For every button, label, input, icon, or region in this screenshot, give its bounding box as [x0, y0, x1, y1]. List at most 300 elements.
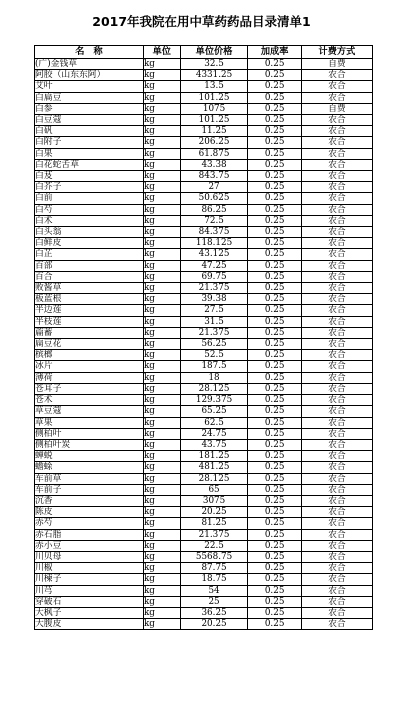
cell-name: 白花蛇舌草	[35, 159, 144, 170]
cell-unit-price: 87.75	[180, 563, 248, 574]
cell-markup-rate: 0.25	[248, 462, 301, 473]
cell-unit-price: 43.75	[180, 439, 248, 450]
cell-unit-price: 21.375	[180, 283, 248, 294]
table-row	[35, 619, 373, 630]
cell-name: 槟榔	[35, 350, 144, 361]
cell-billing-method: 农合	[301, 596, 372, 607]
cell-name: 川椒	[35, 563, 144, 574]
cell-billing-method: 农合	[301, 294, 372, 305]
table-row	[35, 417, 373, 428]
cell-unit-price: 81.25	[180, 518, 248, 529]
cell-billing-method: 农合	[301, 81, 372, 92]
cell-billing-method: 农合	[301, 585, 372, 596]
cell-name: 车前子	[35, 484, 144, 495]
table-row	[35, 551, 373, 562]
table-row	[35, 339, 373, 350]
cell-unit-price: 18	[180, 372, 248, 383]
cell-markup-rate: 0.25	[248, 294, 301, 305]
table-row	[35, 529, 373, 540]
cell-name: 白鲜皮	[35, 238, 144, 249]
cell-unit-price: 21.375	[180, 529, 248, 540]
cell-name: 白芥子	[35, 182, 144, 193]
column-header-name: 名 称	[35, 46, 144, 59]
cell-name: 穿破石	[35, 596, 144, 607]
cell-markup-rate: 0.25	[248, 439, 301, 450]
cell-unit: kg	[143, 406, 180, 417]
cell-markup-rate: 0.25	[248, 607, 301, 618]
table-row	[35, 518, 373, 529]
table-row	[35, 137, 373, 148]
cell-unit-price: 39.38	[180, 294, 248, 305]
table-row	[35, 327, 373, 338]
cell-billing-method: 自费	[301, 59, 372, 70]
table-row	[35, 473, 373, 484]
cell-billing-method: 农合	[301, 215, 372, 226]
cell-name: 苍术	[35, 395, 144, 406]
cell-billing-method: 农合	[301, 540, 372, 551]
cell-billing-method: 农合	[301, 372, 372, 383]
cell-markup-rate: 0.25	[248, 540, 301, 551]
cell-unit-price: 56.25	[180, 339, 248, 350]
cell-billing-method: 农合	[301, 451, 372, 462]
table-row	[35, 171, 373, 182]
cell-unit: kg	[143, 607, 180, 618]
column-header-unit-price: 单位价格	[180, 46, 248, 59]
cell-unit: kg	[143, 619, 180, 630]
cell-billing-method: 农合	[301, 316, 372, 327]
cell-markup-rate: 0.25	[248, 350, 301, 361]
cell-unit: kg	[143, 171, 180, 182]
cell-billing-method: 农合	[301, 115, 372, 126]
cell-unit-price: 43.125	[180, 249, 248, 260]
cell-name: 川贝母	[35, 551, 144, 562]
cell-unit-price: 27	[180, 182, 248, 193]
cell-unit: kg	[143, 428, 180, 439]
cell-unit: kg	[143, 484, 180, 495]
cell-unit: kg	[143, 305, 180, 316]
cell-billing-method: 农合	[301, 473, 372, 484]
cell-billing-method: 农合	[301, 171, 372, 182]
cell-unit: kg	[143, 204, 180, 215]
cell-markup-rate: 0.25	[248, 103, 301, 114]
cell-unit-price: 22.5	[180, 540, 248, 551]
table-row	[35, 204, 373, 215]
cell-markup-rate: 0.25	[248, 551, 301, 562]
cell-unit: kg	[143, 551, 180, 562]
cell-name: 百合	[35, 271, 144, 282]
table-row	[35, 406, 373, 417]
cell-unit-price: 20.25	[180, 619, 248, 630]
table-row	[35, 103, 373, 114]
cell-name: 蝉蜕	[35, 451, 144, 462]
cell-billing-method: 农合	[301, 361, 372, 372]
table-row	[35, 563, 373, 574]
cell-markup-rate: 0.25	[248, 451, 301, 462]
table-row	[35, 428, 373, 439]
cell-unit-price: 187.5	[180, 361, 248, 372]
table-row	[35, 238, 373, 249]
cell-markup-rate: 0.25	[248, 383, 301, 394]
cell-unit: kg	[143, 327, 180, 338]
cell-name: 半边莲	[35, 305, 144, 316]
table-row	[35, 507, 373, 518]
cell-unit-price: 11.25	[180, 126, 248, 137]
cell-unit-price: 1075	[180, 103, 248, 114]
cell-billing-method: 农合	[301, 193, 372, 204]
column-header-billing-method: 计费方式	[301, 46, 372, 59]
cell-markup-rate: 0.25	[248, 361, 301, 372]
cell-markup-rate: 0.25	[248, 148, 301, 159]
cell-billing-method: 农合	[301, 551, 372, 562]
cell-markup-rate: 0.25	[248, 563, 301, 574]
cell-billing-method: 农合	[301, 92, 372, 103]
cell-unit: kg	[143, 137, 180, 148]
cell-markup-rate: 0.25	[248, 327, 301, 338]
cell-markup-rate: 0.25	[248, 574, 301, 585]
cell-billing-method: 农合	[301, 182, 372, 193]
cell-markup-rate: 0.25	[248, 395, 301, 406]
cell-markup-rate: 0.25	[248, 215, 301, 226]
cell-name: 白参	[35, 103, 144, 114]
cell-markup-rate: 0.25	[248, 193, 301, 204]
cell-name: 赤芍	[35, 518, 144, 529]
table-row	[35, 350, 373, 361]
table-row	[35, 126, 373, 137]
cell-billing-method: 农合	[301, 137, 372, 148]
cell-billing-method: 农合	[301, 574, 372, 585]
cell-unit: kg	[143, 92, 180, 103]
cell-billing-method: 农合	[301, 417, 372, 428]
cell-unit-price: 61.875	[180, 148, 248, 159]
table-row	[35, 159, 373, 170]
table-row	[35, 81, 373, 92]
cell-markup-rate: 0.25	[248, 372, 301, 383]
cell-unit: kg	[143, 439, 180, 450]
cell-unit-price: 72.5	[180, 215, 248, 226]
cell-billing-method: 农合	[301, 249, 372, 260]
table-row	[35, 294, 373, 305]
cell-unit: kg	[143, 383, 180, 394]
cell-unit-price: 43.38	[180, 159, 248, 170]
cell-name: 大腹皮	[35, 619, 144, 630]
cell-billing-method: 农合	[301, 495, 372, 506]
table-row	[35, 585, 373, 596]
cell-name: 阿胶（山东东阿）	[35, 70, 144, 81]
cell-unit-price: 129.375	[180, 395, 248, 406]
cell-name: 侧柏叶	[35, 428, 144, 439]
cell-markup-rate: 0.25	[248, 596, 301, 607]
cell-unit-price: 84.375	[180, 227, 248, 238]
cell-markup-rate: 0.25	[248, 417, 301, 428]
drug-catalog-table	[34, 45, 373, 630]
column-header-unit: 单位	[143, 46, 180, 59]
cell-name: 白头翁	[35, 227, 144, 238]
cell-name: 冰片	[35, 361, 144, 372]
cell-unit: kg	[143, 473, 180, 484]
cell-unit: kg	[143, 148, 180, 159]
cell-markup-rate: 0.25	[248, 316, 301, 327]
cell-name: 白果	[35, 148, 144, 159]
cell-billing-method: 农合	[301, 619, 372, 630]
cell-unit-price: 69.75	[180, 271, 248, 282]
cell-markup-rate: 0.25	[248, 182, 301, 193]
cell-unit: kg	[143, 193, 180, 204]
cell-unit-price: 62.5	[180, 417, 248, 428]
table-row	[35, 361, 373, 372]
cell-unit: kg	[143, 361, 180, 372]
cell-markup-rate: 0.25	[248, 619, 301, 630]
table-row	[35, 451, 373, 462]
cell-name: 赤石脂	[35, 529, 144, 540]
cell-markup-rate: 0.25	[248, 507, 301, 518]
cell-unit: kg	[143, 249, 180, 260]
cell-billing-method: 农合	[301, 607, 372, 618]
cell-markup-rate: 0.25	[248, 495, 301, 506]
table-row	[35, 193, 373, 204]
cell-name: 川芎	[35, 585, 144, 596]
cell-unit-price: 24.75	[180, 428, 248, 439]
table-row	[35, 70, 373, 81]
cell-markup-rate: 0.25	[248, 249, 301, 260]
cell-unit-price: 65.25	[180, 406, 248, 417]
cell-billing-method: 农合	[301, 339, 372, 350]
cell-unit: kg	[143, 585, 180, 596]
cell-unit: kg	[143, 59, 180, 70]
table-row	[35, 316, 373, 327]
table-row	[35, 59, 373, 70]
cell-name: 白前	[35, 193, 144, 204]
cell-name: (广)金钱草	[35, 59, 144, 70]
cell-unit: kg	[143, 417, 180, 428]
cell-billing-method: 农合	[301, 529, 372, 540]
table-row	[35, 249, 373, 260]
cell-name: 车前草	[35, 473, 144, 484]
cell-billing-method: 农合	[301, 148, 372, 159]
cell-markup-rate: 0.25	[248, 227, 301, 238]
cell-billing-method: 农合	[301, 563, 372, 574]
cell-unit-price: 13.5	[180, 81, 248, 92]
cell-name: 板蓝根	[35, 294, 144, 305]
cell-billing-method: 农合	[301, 507, 372, 518]
cell-unit: kg	[143, 182, 180, 193]
cell-unit-price: 31.5	[180, 316, 248, 327]
cell-unit: kg	[143, 215, 180, 226]
cell-unit-price: 28.125	[180, 383, 248, 394]
cell-markup-rate: 0.25	[248, 305, 301, 316]
cell-billing-method: 农合	[301, 238, 372, 249]
cell-name: 半枝莲	[35, 316, 144, 327]
cell-name: 侧柏叶炭	[35, 439, 144, 450]
cell-unit: kg	[143, 316, 180, 327]
cell-name: 萹蓄	[35, 327, 144, 338]
cell-unit-price: 21.375	[180, 327, 248, 338]
cell-billing-method: 农合	[301, 484, 372, 495]
cell-unit-price: 50.625	[180, 193, 248, 204]
cell-name: 草果	[35, 417, 144, 428]
cell-unit-price: 4331.25	[180, 70, 248, 81]
table-row	[35, 372, 373, 383]
cell-name: 大枫子	[35, 607, 144, 618]
cell-unit-price: 18.75	[180, 574, 248, 585]
cell-billing-method: 农合	[301, 383, 372, 394]
cell-name: 沉香	[35, 495, 144, 506]
cell-unit-price: 3075	[180, 495, 248, 506]
table-row	[35, 596, 373, 607]
cell-unit: kg	[143, 115, 180, 126]
cell-unit: kg	[143, 518, 180, 529]
cell-unit-price: 181.25	[180, 451, 248, 462]
cell-unit-price: 52.5	[180, 350, 248, 361]
cell-name: 败酱草	[35, 283, 144, 294]
column-header-markup-rate: 加成率	[248, 46, 301, 59]
cell-unit-price: 28.125	[180, 473, 248, 484]
cell-billing-method: 农合	[301, 305, 372, 316]
cell-markup-rate: 0.25	[248, 473, 301, 484]
cell-name: 薄荷	[35, 372, 144, 383]
cell-unit: kg	[143, 227, 180, 238]
cell-unit-price: 206.25	[180, 137, 248, 148]
table-row	[35, 574, 373, 585]
cell-billing-method: 农合	[301, 439, 372, 450]
cell-markup-rate: 0.25	[248, 204, 301, 215]
table-row	[35, 484, 373, 495]
table-row	[35, 215, 373, 226]
cell-billing-method: 农合	[301, 227, 372, 238]
cell-unit-price: 481.25	[180, 462, 248, 473]
cell-billing-method: 农合	[301, 271, 372, 282]
cell-markup-rate: 0.25	[248, 171, 301, 182]
table-row	[35, 283, 373, 294]
cell-name: 草豆蔻	[35, 406, 144, 417]
table-row	[35, 495, 373, 506]
cell-markup-rate: 0.25	[248, 283, 301, 294]
cell-billing-method: 农合	[301, 70, 372, 81]
cell-unit: kg	[143, 507, 180, 518]
cell-billing-method: 农合	[301, 260, 372, 271]
cell-billing-method: 自费	[301, 103, 372, 114]
cell-unit-price: 27.5	[180, 305, 248, 316]
table-row	[35, 182, 373, 193]
cell-markup-rate: 0.25	[248, 92, 301, 103]
cell-unit: kg	[143, 294, 180, 305]
cell-markup-rate: 0.25	[248, 115, 301, 126]
cell-name: 白附子	[35, 137, 144, 148]
table-row	[35, 271, 373, 282]
table-row	[35, 607, 373, 618]
cell-unit: kg	[143, 451, 180, 462]
cell-unit-price: 5568.75	[180, 551, 248, 562]
cell-unit: kg	[143, 563, 180, 574]
table-row	[35, 115, 373, 126]
cell-unit: kg	[143, 271, 180, 282]
cell-billing-method: 农合	[301, 126, 372, 137]
cell-name: 川楝子	[35, 574, 144, 585]
cell-billing-method: 农合	[301, 462, 372, 473]
cell-unit: kg	[143, 103, 180, 114]
cell-name: 白扁豆	[35, 92, 144, 103]
cell-unit: kg	[143, 462, 180, 473]
cell-name: 蟾蜍	[35, 462, 144, 473]
cell-unit-price: 118.125	[180, 238, 248, 249]
cell-markup-rate: 0.25	[248, 271, 301, 282]
cell-name: 陈皮	[35, 507, 144, 518]
table-row	[35, 148, 373, 159]
cell-billing-method: 农合	[301, 327, 372, 338]
cell-billing-method: 农合	[301, 395, 372, 406]
cell-unit: kg	[143, 395, 180, 406]
cell-unit: kg	[143, 126, 180, 137]
cell-unit: kg	[143, 529, 180, 540]
cell-billing-method: 农合	[301, 283, 372, 294]
cell-name: 白豆蔻	[35, 115, 144, 126]
table-row	[35, 305, 373, 316]
cell-unit-price: 86.25	[180, 204, 248, 215]
cell-markup-rate: 0.25	[248, 484, 301, 495]
cell-markup-rate: 0.25	[248, 137, 301, 148]
cell-unit: kg	[143, 495, 180, 506]
cell-unit: kg	[143, 238, 180, 249]
cell-name: 白芷	[35, 249, 144, 260]
cell-markup-rate: 0.25	[248, 238, 301, 249]
cell-unit-price: 843.75	[180, 171, 248, 182]
cell-name: 苍耳子	[35, 383, 144, 394]
cell-unit: kg	[143, 339, 180, 350]
cell-unit: kg	[143, 372, 180, 383]
cell-unit: kg	[143, 81, 180, 92]
cell-billing-method: 农合	[301, 350, 372, 361]
cell-unit: kg	[143, 283, 180, 294]
document-title: 2017年我院在用中草药药品目录清单1	[92, 14, 311, 29]
cell-name: 白矾	[35, 126, 144, 137]
cell-unit-price: 25	[180, 596, 248, 607]
cell-markup-rate: 0.25	[248, 81, 301, 92]
header-row	[35, 46, 373, 59]
cell-unit: kg	[143, 260, 180, 271]
cell-markup-rate: 0.25	[248, 406, 301, 417]
cell-markup-rate: 0.25	[248, 159, 301, 170]
cell-unit-price: 36.25	[180, 607, 248, 618]
cell-markup-rate: 0.25	[248, 585, 301, 596]
table-row	[35, 227, 373, 238]
cell-markup-rate: 0.25	[248, 70, 301, 81]
cell-name: 百部	[35, 260, 144, 271]
cell-markup-rate: 0.25	[248, 518, 301, 529]
cell-markup-rate: 0.25	[248, 529, 301, 540]
cell-unit-price: 47.25	[180, 260, 248, 271]
cell-name: 白芍	[35, 204, 144, 215]
cell-unit: kg	[143, 70, 180, 81]
cell-unit: kg	[143, 159, 180, 170]
cell-billing-method: 农合	[301, 406, 372, 417]
table-row	[35, 383, 373, 394]
table-row	[35, 395, 373, 406]
cell-name: 扁豆花	[35, 339, 144, 350]
cell-billing-method: 农合	[301, 159, 372, 170]
cell-markup-rate: 0.25	[248, 339, 301, 350]
cell-markup-rate: 0.25	[248, 260, 301, 271]
cell-unit: kg	[143, 540, 180, 551]
cell-markup-rate: 0.25	[248, 126, 301, 137]
cell-markup-rate: 0.25	[248, 59, 301, 70]
cell-unit-price: 32.5	[180, 59, 248, 70]
cell-unit: kg	[143, 350, 180, 361]
cell-billing-method: 农合	[301, 518, 372, 529]
cell-billing-method: 农合	[301, 428, 372, 439]
cell-unit-price: 20.25	[180, 507, 248, 518]
cell-name: 赤小豆	[35, 540, 144, 551]
cell-markup-rate: 0.25	[248, 428, 301, 439]
cell-unit: kg	[143, 596, 180, 607]
